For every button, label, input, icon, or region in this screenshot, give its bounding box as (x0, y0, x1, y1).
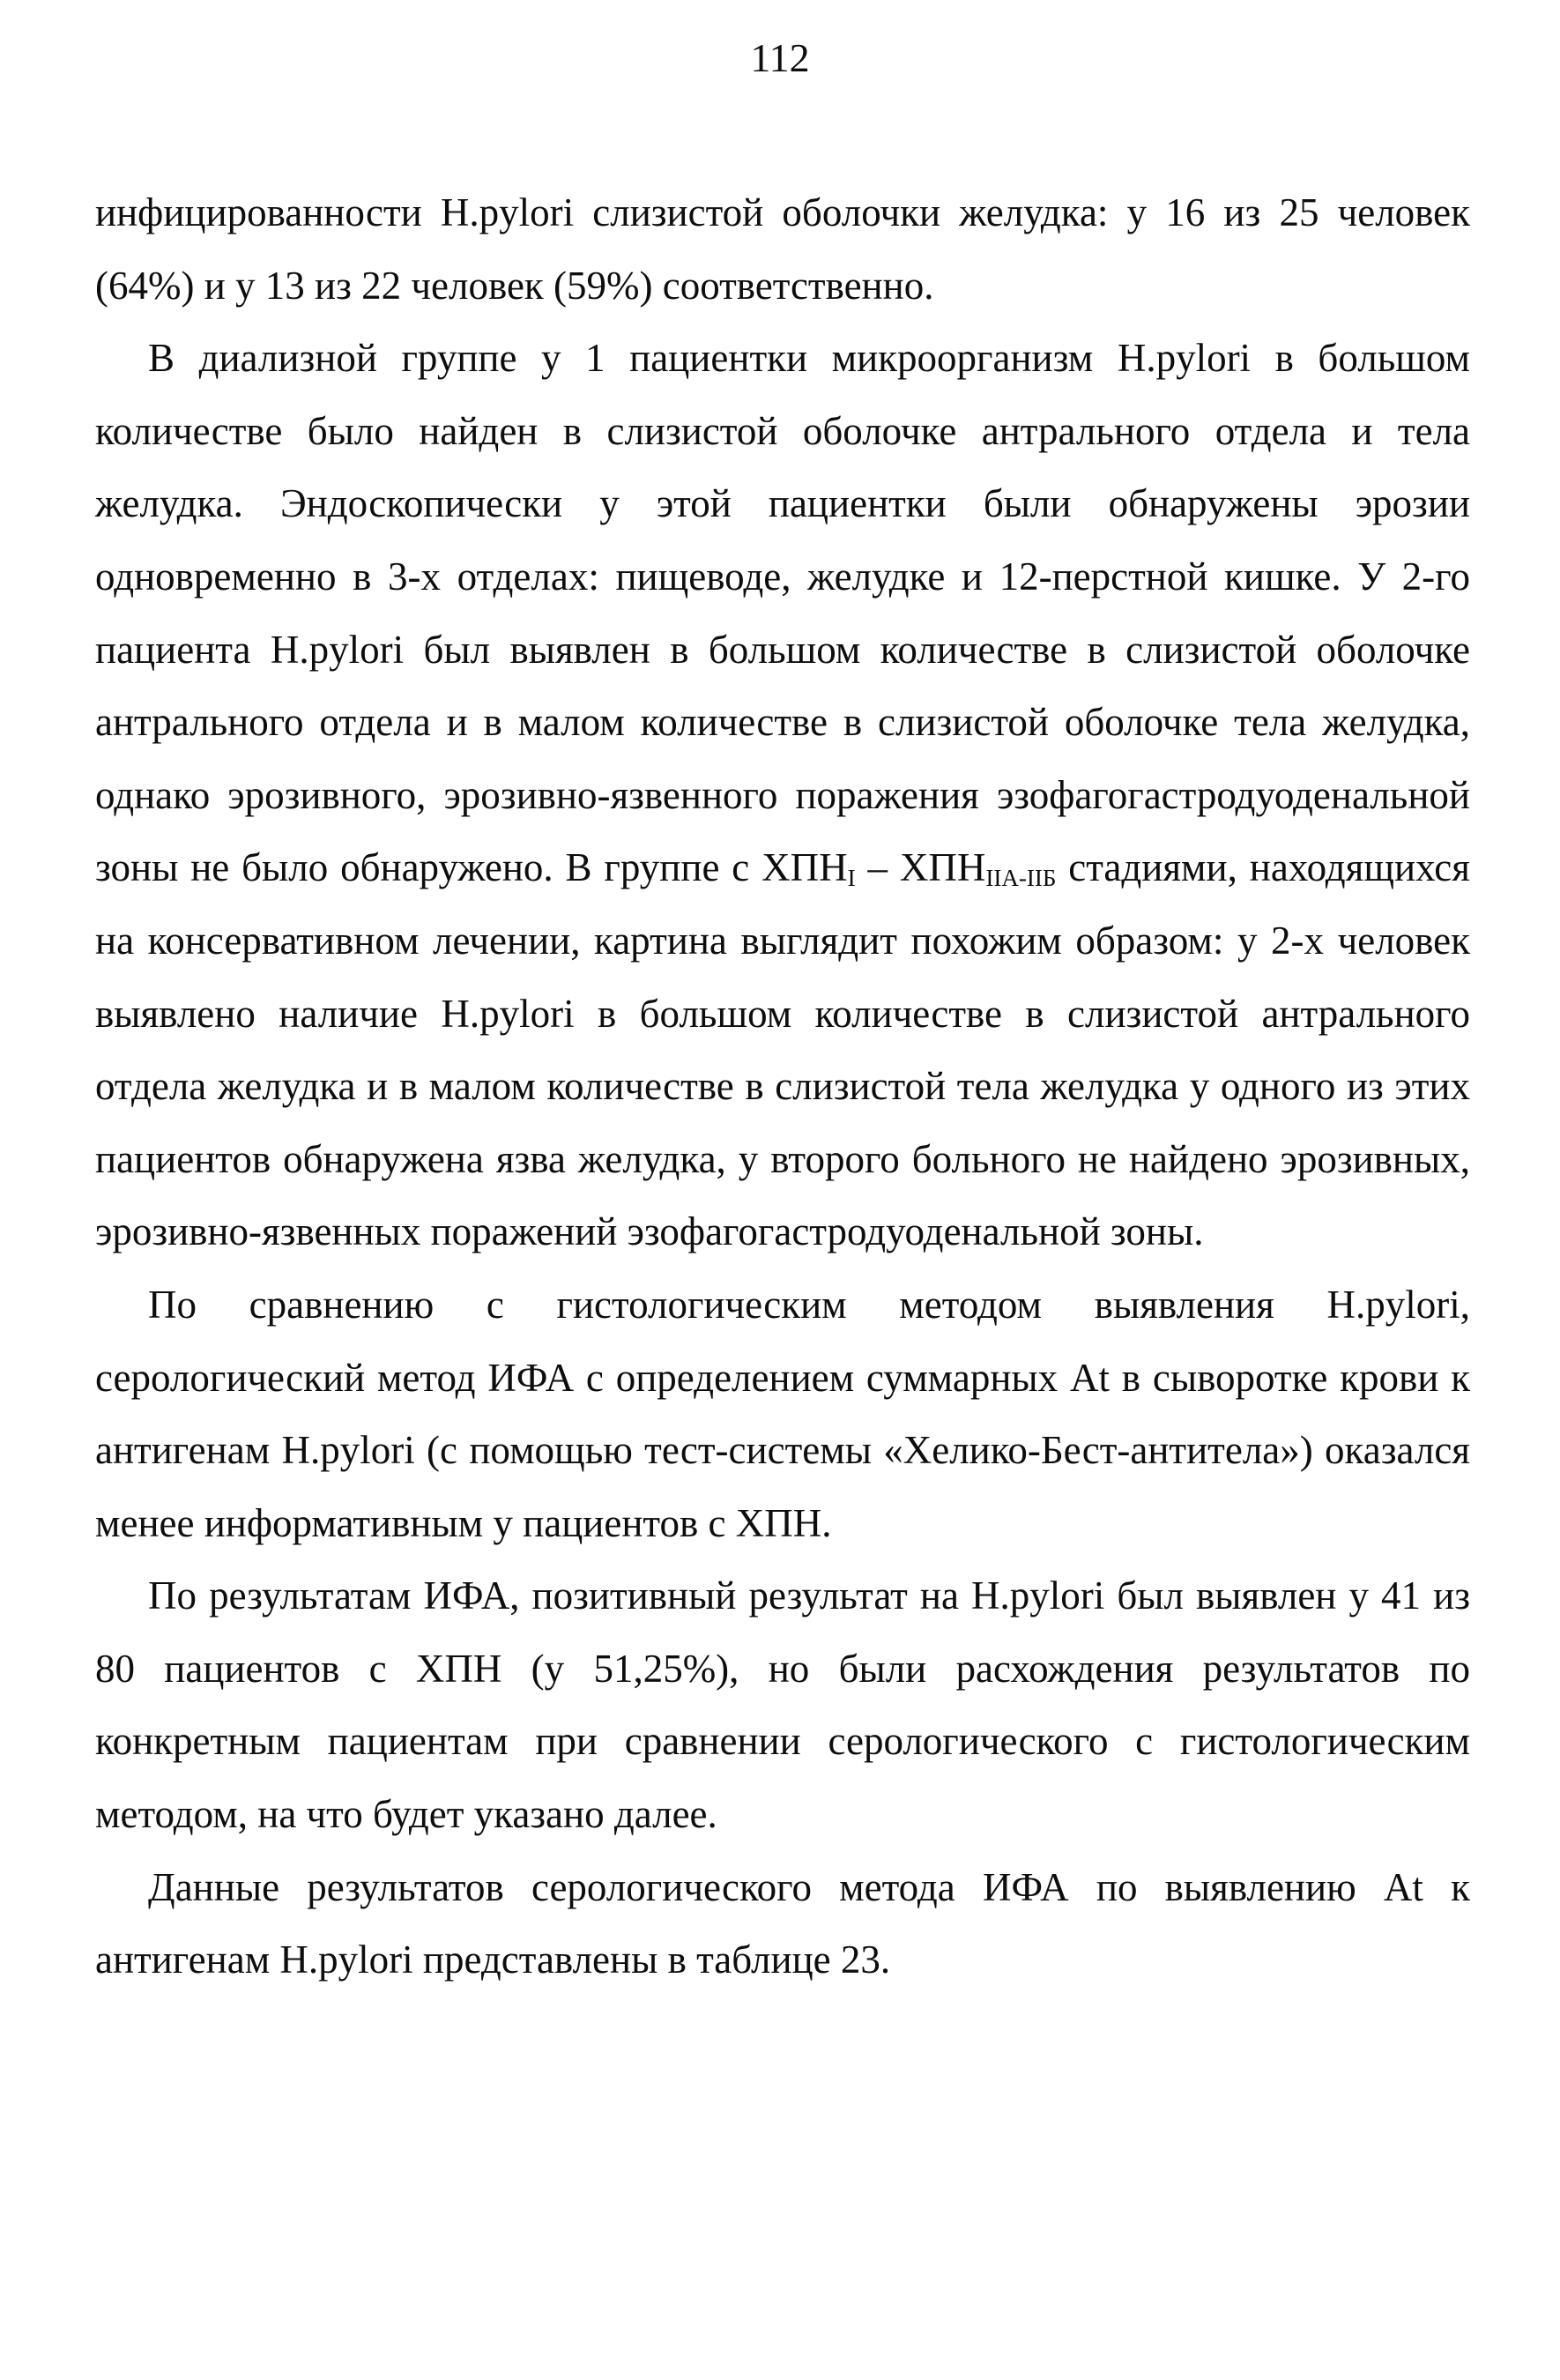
paragraph (95, 1851, 1470, 1997)
paragraph (95, 1268, 1470, 1559)
page-number: 112 (750, 35, 810, 80)
subscript-text: IIA-IIБ (985, 865, 1057, 892)
paragraph-text: Данные результатов серологического метода ИФА по выявлению At к антигенам H.pylori представлены в таблице 23. (95, 1864, 1470, 1982)
paragraph (95, 1559, 1470, 1850)
paragraph (95, 176, 1470, 322)
subscript-text: I (847, 865, 856, 892)
paragraph (95, 322, 1470, 1268)
paragraph-text: – ХПН (855, 845, 986, 890)
document-body (95, 176, 1470, 1997)
paragraph-text: По сравнению с гистологическим методом выявления H.pylori, серологический метод ИФА с определением суммарных At в сыворотке крови к антигенам H.pylori (с помощью тест-системы «Хелико-Бест-антитела») оказался менее информативным у пациентов с ХПН. (95, 1282, 1470, 1545)
paragraph-text: В диализной группе у 1 пациентки микроорганизм H.pylori в большом количестве было найден в слизистой оболочке антрального отдела и тела желудка. Эндоскопически у этой пациентки были обнаружены эрозии одновременно в 3-х отделах: пищеводе, желудке и 12-перстной кишке. У 2-го пациента H.pylori был выявлен в большом количестве в слизистой оболочке антрального отдела и в малом количестве в слизистой оболочке тела желудка, однако эрозивного, эрозивно-язвенного поражения эзофагогастродуоденальной зоны не было обнаружено. В группе с ХПН (95, 336, 1470, 890)
paragraph-text: инфицированности H.pylori слизистой оболочки желудка: у 16 из 25 человек (64%) и у 13 из 22 человек (59%) соответственно. (95, 190, 1470, 308)
paragraph-text: стадиями, находящихся на консервативном лечении, картина выглядит похожим образом: у 2-х человек выявлено наличие H.pylori в большом количестве в слизистой антрального отдела желудка и в малом количестве в слизистой тела желудка у одного из этих пациентов обнаружена язва желудка, у второго больного не найдено эрозивных, эрозивно-язвенных поражений эзофагогастродуоденальной зоны. (95, 845, 1470, 1254)
paragraph-text: По результатам ИФА, позитивный результат на H.pylori был выявлен у 41 из 80 пациентов с ХПН (у 51,25%), но были расхождения результатов по конкретным пациентам при сравнении серологического с гистологическим методом, на что будет указано далее. (95, 1573, 1470, 1837)
